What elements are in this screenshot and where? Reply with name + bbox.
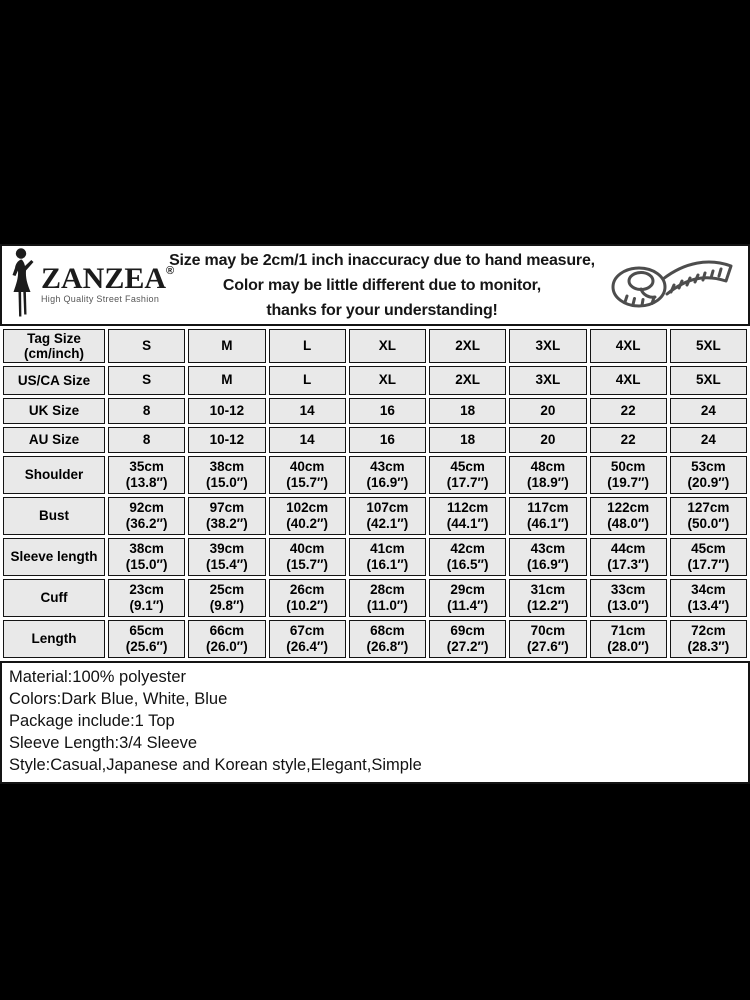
- product-info-line-5: Style:Casual,Japanese and Korean style,Elegant,Simple: [9, 756, 422, 774]
- row-label-shoulder: Shoulder: [3, 456, 105, 494]
- length-xl: 68cm (26.8″): [349, 620, 426, 658]
- sleeve-length-3xl: 43cm (16.9″): [509, 538, 586, 576]
- sleeve-length-s: 38cm (15.0″): [108, 538, 185, 576]
- row-label-uk-size: UK Size: [3, 398, 105, 424]
- disclaimer-line-1: Size may be 2cm/1 inch inaccuracy due to hand measure,: [169, 251, 595, 269]
- disclaimer-line-3: thanks for your understanding!: [266, 301, 498, 319]
- registered-mark: ®: [166, 265, 175, 277]
- cuff-s: 23cm (9.1″): [108, 579, 185, 617]
- length-m: 66cm (26.0″): [188, 620, 265, 658]
- table-row-shoulder: [3, 456, 747, 494]
- product-info-line-4: Sleeve Length:3/4 Sleeve: [9, 734, 198, 752]
- tag-size-3xl: 3XL: [509, 329, 586, 363]
- disclaimer-line-2: Color may be little different due to monitor,: [222, 276, 542, 294]
- product-info-line-2: Colors:Dark Blue, White, Blue: [9, 690, 228, 708]
- us-ca-size-4xl: 4XL: [590, 366, 667, 395]
- brand-name: ZANZEA®: [41, 262, 175, 295]
- us-ca-size-2xl: 2XL: [429, 366, 506, 395]
- uk-size-m: 10-12: [188, 398, 265, 424]
- shoulder-m: 38cm (15.0″): [188, 456, 265, 494]
- bust-4xl: 122cm (48.0″): [590, 497, 667, 535]
- table-row-au-size: [3, 427, 747, 453]
- uk-size-5xl: 24: [670, 398, 747, 424]
- header-box: [0, 244, 750, 326]
- cuff-5xl: 34cm (13.4″): [670, 579, 747, 617]
- shoulder-4xl: 50cm (19.7″): [590, 456, 667, 494]
- brand-logo: [2, 246, 175, 324]
- us-ca-size-5xl: 5XL: [670, 366, 747, 395]
- table-row-uk-size: [3, 398, 747, 424]
- length-2xl: 69cm (27.2″): [429, 620, 506, 658]
- uk-size-s: 8: [108, 398, 185, 424]
- bust-3xl: 117cm (46.1″): [509, 497, 586, 535]
- content-area: [0, 244, 750, 784]
- table-row-cuff: [3, 579, 747, 617]
- cuff-2xl: 29cm (11.4″): [429, 579, 506, 617]
- shoulder-s: 35cm (13.8″): [108, 456, 185, 494]
- table-row-sleeve-length: [3, 538, 747, 576]
- bust-m: 97cm (38.2″): [188, 497, 265, 535]
- length-s: 65cm (25.6″): [108, 620, 185, 658]
- cuff-m: 25cm (9.8″): [188, 579, 265, 617]
- brand-tagline: High Quality Street Fashion: [41, 294, 160, 304]
- table-row-tag-size: [3, 329, 747, 363]
- cuff-3xl: 31cm (12.2″): [509, 579, 586, 617]
- tag-size-m: M: [188, 329, 265, 363]
- sleeve-length-5xl: 45cm (17.7″): [670, 538, 747, 576]
- tag-size-2xl: 2XL: [429, 329, 506, 363]
- row-label-length: Length: [3, 620, 105, 658]
- table-row-us-ca-size: [3, 366, 747, 395]
- cuff-4xl: 33cm (13.0″): [590, 579, 667, 617]
- uk-size-2xl: 18: [429, 398, 506, 424]
- au-size-xl: 16: [349, 427, 426, 453]
- row-label-au-size: AU Size: [3, 427, 105, 453]
- au-size-l: 14: [269, 427, 346, 453]
- au-size-5xl: 24: [670, 427, 747, 453]
- au-size-3xl: 20: [509, 427, 586, 453]
- bust-xl: 107cm (42.1″): [349, 497, 426, 535]
- sleeve-length-4xl: 44cm (17.3″): [590, 538, 667, 576]
- uk-size-3xl: 20: [509, 398, 586, 424]
- bust-s: 92cm (36.2″): [108, 497, 185, 535]
- us-ca-size-l: L: [269, 366, 346, 395]
- measuring-tape-icon: [596, 246, 748, 324]
- us-ca-size-m: M: [188, 366, 265, 395]
- shoulder-2xl: 45cm (17.7″): [429, 456, 506, 494]
- tag-size-s: S: [108, 329, 185, 363]
- length-3xl: 70cm (27.6″): [509, 620, 586, 658]
- size-table: [0, 326, 750, 661]
- bust-l: 102cm (40.2″): [269, 497, 346, 535]
- us-ca-size-3xl: 3XL: [509, 366, 586, 395]
- size-disclaimer: [168, 246, 596, 324]
- shoulder-5xl: 53cm (20.9″): [670, 456, 747, 494]
- au-size-s: 8: [108, 427, 185, 453]
- uk-size-4xl: 22: [590, 398, 667, 424]
- au-size-4xl: 22: [590, 427, 667, 453]
- au-size-2xl: 18: [429, 427, 506, 453]
- tag-size-xl: XL: [349, 329, 426, 363]
- sleeve-length-xl: 41cm (16.1″): [349, 538, 426, 576]
- au-size-m: 10-12: [188, 427, 265, 453]
- woman-silhouette-icon: [9, 247, 39, 324]
- tag-size-l: L: [269, 329, 346, 363]
- product-info-box: [0, 661, 750, 784]
- table-row-length: [3, 620, 747, 658]
- shoulder-3xl: 48cm (18.9″): [509, 456, 586, 494]
- sleeve-length-2xl: 42cm (16.5″): [429, 538, 506, 576]
- table-row-bust: [3, 497, 747, 535]
- row-label-sleeve-length: Sleeve length: [3, 538, 105, 576]
- row-label-bust: Bust: [3, 497, 105, 535]
- tag-size-5xl: 5XL: [670, 329, 747, 363]
- us-ca-size-s: S: [108, 366, 185, 395]
- row-label-cuff: Cuff: [3, 579, 105, 617]
- sleeve-length-l: 40cm (15.7″): [269, 538, 346, 576]
- cuff-l: 26cm (10.2″): [269, 579, 346, 617]
- shoulder-l: 40cm (15.7″): [269, 456, 346, 494]
- row-label-tag-size: Tag Size (cm/inch): [3, 329, 105, 363]
- cuff-xl: 28cm (11.0″): [349, 579, 426, 617]
- length-l: 67cm (26.4″): [269, 620, 346, 658]
- product-info-line-1: Material:100% polyester: [9, 668, 187, 686]
- uk-size-l: 14: [269, 398, 346, 424]
- tag-size-4xl: 4XL: [590, 329, 667, 363]
- product-info-line-3: Package include:1 Top: [9, 712, 175, 730]
- uk-size-xl: 16: [349, 398, 426, 424]
- row-label-us-ca-size: US/CA Size: [3, 366, 105, 395]
- brand-text-block: [41, 262, 175, 304]
- length-5xl: 72cm (28.3″): [670, 620, 747, 658]
- sleeve-length-m: 39cm (15.4″): [188, 538, 265, 576]
- shoulder-xl: 43cm (16.9″): [349, 456, 426, 494]
- us-ca-size-xl: XL: [349, 366, 426, 395]
- bust-2xl: 112cm (44.1″): [429, 497, 506, 535]
- bust-5xl: 127cm (50.0″): [670, 497, 747, 535]
- length-4xl: 71cm (28.0″): [590, 620, 667, 658]
